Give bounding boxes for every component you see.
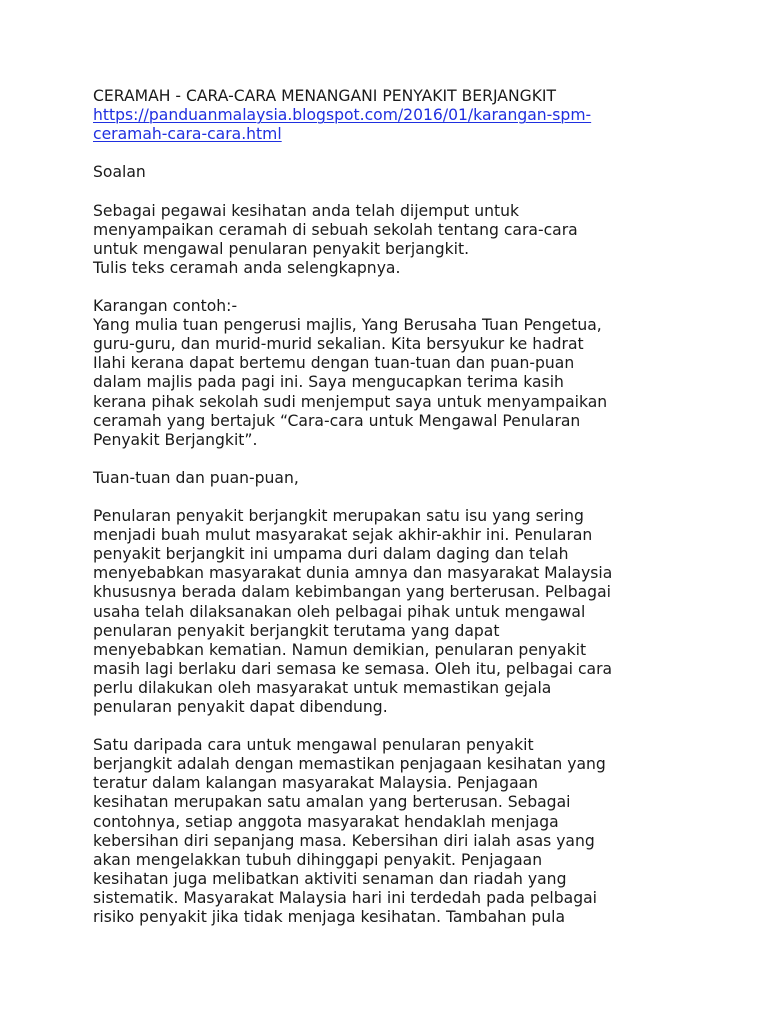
paragraph-1-line: khususnya berada dalam kebimbangan yang berterusan. Pelbagai bbox=[93, 583, 611, 602]
intro-line: Penyakit Berjangkit”. bbox=[93, 430, 258, 449]
paragraph-2-line: berjangkit adalah dengan memastikan penjagaan kesihatan yang bbox=[93, 755, 606, 774]
intro-line: kerana pihak sekolah sudi menjemput saya untuk menyampaikan bbox=[93, 392, 608, 411]
karangan-heading: Karangan contoh:- bbox=[93, 297, 238, 316]
intro-line: Yang mulia tuan pengerusi majlis, Yang Berusaha Tuan Pengetua, bbox=[93, 316, 602, 335]
source-link-line-1[interactable]: https://panduanmalaysia.blogspot.com/2016/01/karangan-spm- bbox=[93, 106, 592, 125]
spacer bbox=[93, 717, 693, 736]
paragraph-1-line: menyebabkan masyarakat dunia amnya dan masyarakat Malaysia bbox=[93, 564, 613, 583]
document-title: CERAMAH - CARA-CARA MENANGANI PENYAKIT BERJANGKIT bbox=[93, 87, 557, 105]
question-line: untuk mengawal penularan penyakit berjangkit. bbox=[93, 239, 470, 258]
intro-line: guru-guru, dan murid-murid sekalian. Kita bersyukur ke hadrat bbox=[93, 335, 584, 354]
paragraph-1 bbox=[93, 507, 693, 717]
paragraph-2-line: teratur dalam kalangan masyarakat Malaysia. Penjagaan bbox=[93, 774, 539, 793]
paragraph-1-line: usaha telah dilaksanakan oleh pelbagai pihak untuk mengawal bbox=[93, 602, 586, 621]
paragraph-2-line: risiko penyakit jika tidak menjaga kesihatan. Tambahan pula bbox=[93, 908, 566, 927]
paragraph-1-line: menyebabkan kematian. Namun demikian, penularan penyakit bbox=[93, 640, 587, 659]
question-line: menyampaikan ceramah di sebuah sekolah tentang cara-cara bbox=[93, 220, 578, 239]
spacer bbox=[93, 488, 693, 507]
intro-line: dalam majlis pada pagi ini. Saya mengucapkan terima kasih bbox=[93, 373, 564, 392]
paragraph-1-line: menjadi buah mulut masyarakat sejak akhir-akhir ini. Penularan bbox=[93, 526, 593, 545]
spacer bbox=[93, 182, 693, 201]
paragraph-2-line: kesihatan merupakan satu amalan yang berterusan. Sebagai bbox=[93, 793, 571, 812]
source-link-line-2[interactable]: ceramah-cara-cara.html bbox=[93, 125, 282, 144]
intro-line: ceramah yang bertajuk “Cara-cara untuk Mengawal Penularan bbox=[93, 411, 581, 430]
paragraph-1-line: penyakit berjangkit ini umpama duri dalam daging dan telah bbox=[93, 545, 569, 564]
intro-paragraph bbox=[93, 316, 693, 450]
question-block bbox=[93, 202, 693, 278]
paragraph-2-line: kebersihan diri sepanjang masa. Kebersihan diri ialah asas yang bbox=[93, 831, 595, 850]
paragraph-2-line: Satu daripada cara untuk mengawal penularan penyakit bbox=[93, 736, 534, 755]
question-line: Sebagai pegawai kesihatan anda telah dijemput untuk bbox=[93, 201, 519, 220]
paragraph-2 bbox=[93, 736, 693, 927]
paragraph-1-line: Penularan penyakit berjangkit merupakan satu isu yang sering bbox=[93, 507, 584, 526]
paragraph-1-line: penularan penyakit dapat dibendung. bbox=[93, 698, 388, 716]
paragraph-1-line: perlu dilakukan oleh masyarakat untuk memastikan gejala bbox=[93, 678, 552, 697]
paragraph-1-line: penularan penyakit berjangkit terutama yang dapat bbox=[93, 621, 500, 640]
spacer bbox=[93, 278, 693, 297]
document-page bbox=[93, 87, 693, 927]
soalan-heading: Soalan bbox=[93, 163, 146, 182]
question-line: Tulis teks ceramah anda selengkapnya. bbox=[93, 258, 401, 277]
paragraph-1-line: masih lagi berlaku dari semasa ke semasa. Oleh itu, pelbagai cara bbox=[93, 659, 613, 678]
greeting: Tuan-tuan dan puan-puan, bbox=[93, 468, 299, 487]
spacer bbox=[93, 144, 693, 163]
paragraph-2-line: kesihatan juga melibatkan aktiviti senaman dan riadah yang bbox=[93, 869, 567, 888]
intro-line: Ilahi kerana dapat bertemu dengan tuan-tuan dan puan-puan bbox=[93, 354, 575, 373]
paragraph-2-line: contohnya, setiap anggota masyarakat hendaklah menjaga bbox=[93, 812, 559, 831]
paragraph-2-line: akan mengelakkan tubuh dihinggapi penyakit. Penjagaan bbox=[93, 850, 543, 869]
spacer bbox=[93, 450, 693, 469]
paragraph-2-line: sistematik. Masyarakat Malaysia hari ini terdedah pada pelbagai bbox=[93, 888, 597, 907]
